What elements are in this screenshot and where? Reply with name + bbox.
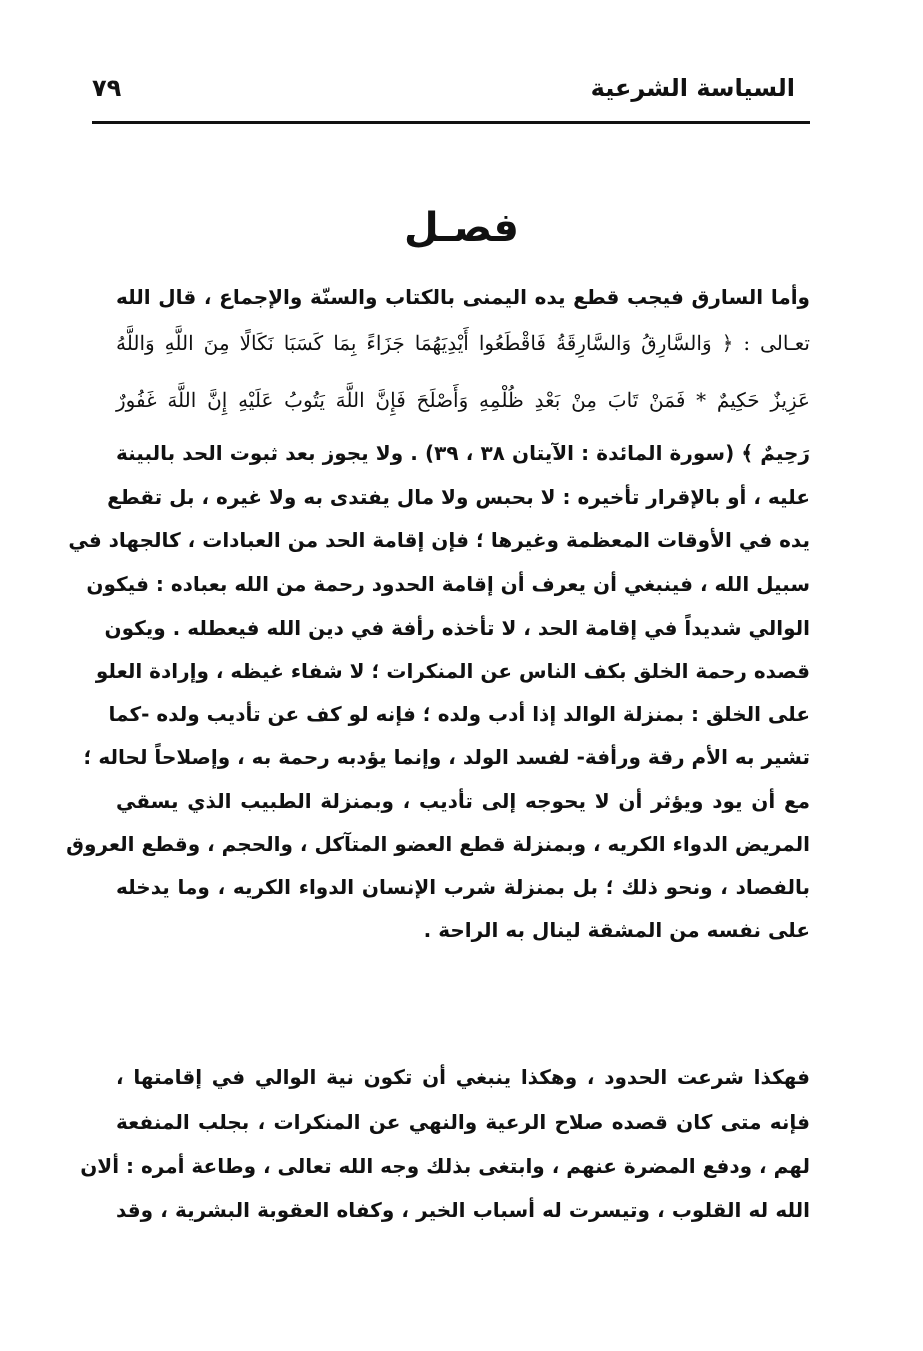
text-line: سبيل الله ، فينبغي أن يعرف أن إقامة الحدود رحمة من الله بعباده : فيكون — [86, 572, 810, 596]
text-line: على نفسه من المشقة لينال به الراحة . — [423, 918, 810, 942]
text-line: فهكذا شرعت الحدود ، وهكذا ينبغي أن تكون نية الوالي في إقامتها ، — [116, 1065, 810, 1089]
quran-line: تعـالى : ﴿ وَالسَّارِقُ وَالسَّارِقَةُ فَاقْطَعُوا أَيْدِيَهُمَا جَزَاءً بِمَا كَسَبَا نَكَالًا مِنَ اللَّهِ وَاللَّهُ — [116, 331, 810, 355]
text-line: الله له القلوب ، وتيسرت له أسباب الخير ، وكفاه العقوبة البشرية ، وقد — [116, 1198, 810, 1222]
section-title: فصـل — [404, 205, 519, 251]
running-header-title: السياسة الشرعية — [590, 74, 795, 102]
text-line: عليه ، أو بالإقرار تأخيره : لا بحبس ولا مال يفتدى به ولا غيره ، بل تقطع — [107, 485, 810, 509]
text-line: لهم ، ودفع المضرة عنهم ، وابتغى بذلك وجه الله تعالى ، وطاعة أمره : ألان — [80, 1154, 810, 1178]
text-line: تشير به الأم رقة ورأفة- لفسد الولد ، وإنما يؤدبه رحمة به ، وإصلاحاً لحاله ؛ — [83, 745, 810, 769]
text-line: بالفصاد ، ونحو ذلك ؛ بل بمنزلة شرب الإنسان الدواء الكريه ، وما يدخله — [116, 875, 810, 899]
text-line: وأما السارق فيجب قطع يده اليمنى بالكتاب والسنّة والإجماع ، قال الله — [116, 285, 810, 309]
text-line: على الخلق : بمنزلة الوالد إذا أدب ولده ؛ فإنه لو كف عن تأديب ولده -كما — [108, 702, 810, 726]
text-line: الوالي شديداً في إقامة الحد ، لا تأخذه رأفة في دين الله فيعطله . ويكون — [104, 616, 810, 640]
text-line: المريض الدواء الكريه ، وبمنزلة قطع العضو المتآكل ، والحجم ، وقطع العروق — [66, 832, 810, 856]
page-number: ٧٩ — [92, 74, 122, 102]
header-rule — [92, 121, 810, 124]
text-line: فإنه متى كان قصده صلاح الرعية والنهي عن المنكرات ، بجلب المنفعة — [116, 1110, 810, 1134]
text-line: رَحِيمٌ ﴾ (سورة المائدة : الآيتان ٣٨ ، ٣٩) . ولا يجوز بعد ثبوت الحد بالبينة — [116, 441, 810, 465]
quran-line: عَزِيزٌ حَكِيمٌ * فَمَنْ تَابَ مِنْ بَعْدِ ظُلْمِهِ وَأَصْلَحَ فَإِنَّ اللَّهَ يَتُوبُ عَلَيْهِ إِنَّ اللَّهَ غَفُورٌ — [116, 388, 810, 412]
text-line: يده في الأوقات المعظمة وغيرها ؛ فإن إقامة الحد من العبادات ، كالجهاد في — [68, 528, 810, 552]
text-line: مع أن يود ويؤثر أن لا يحوجه إلى تأديب ، وبمنزلة الطبيب الذي يسقي — [116, 789, 810, 813]
text-line: قصده رحمة الخلق بكف الناس عن المنكرات ؛ لا شفاء غيظه ، وإرادة العلو — [95, 659, 810, 683]
